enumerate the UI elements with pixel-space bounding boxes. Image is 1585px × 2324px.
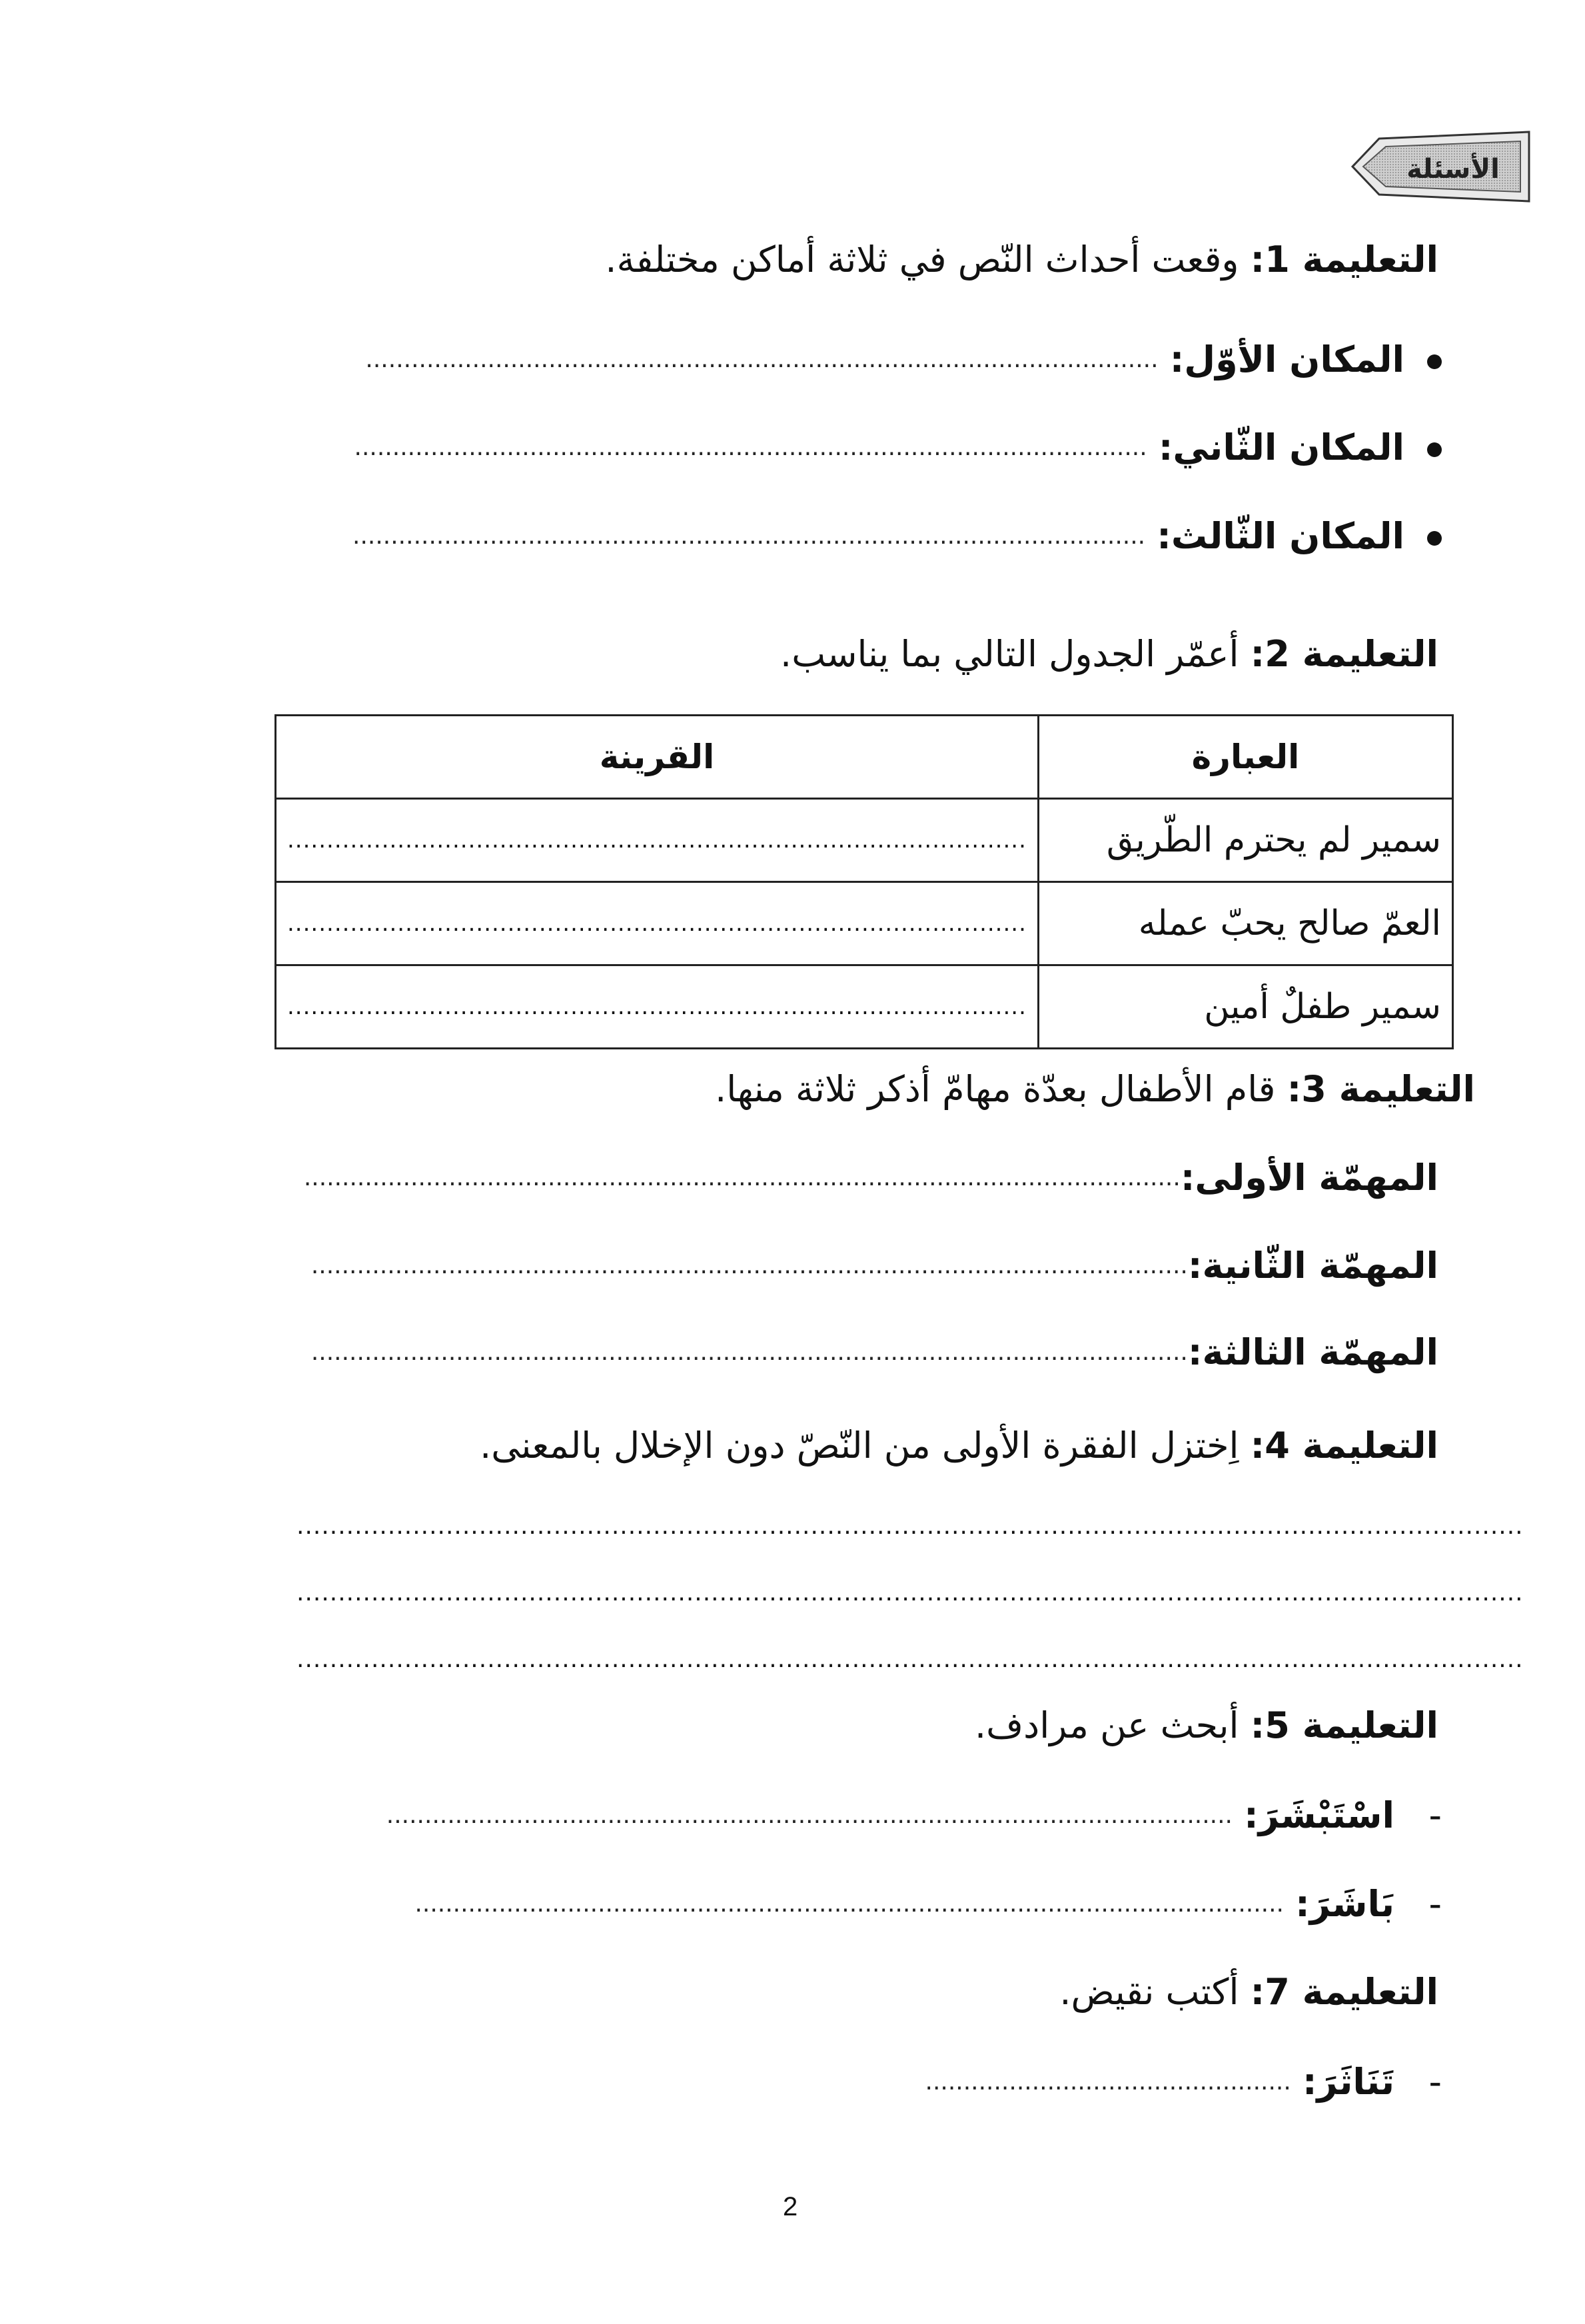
table-cell-evidence[interactable]: .............................................................................................. [276,882,1039,965]
q5-item-2-answer-line[interactable]: .................................................................................................................. [414,1890,1284,1918]
instruction-1-tag: التعليمة 1: [1250,239,1438,281]
instruction-4 [480,1419,1438,1472]
dash-marker: - [1394,1794,1442,1836]
instruction-7-text: أكتب نقيض. [1059,1971,1239,2013]
instruction-5 [975,1699,1438,1752]
table-cell-phrase: سمير طفلٌ أمين [1038,965,1452,1049]
q3-item-2 [311,1239,1438,1293]
q3-item-1-answer-line[interactable]: ................................................................................................................... [303,1164,1181,1191]
q4-answer-line-2[interactable]: .................................................................................................................................................... [296,1579,1524,1606]
q5-item-2 [414,1878,1442,1931]
q4-answer-line-1[interactable]: .................................................................................................................................................... [296,1512,1524,1540]
q1-item-3 [352,510,1442,563]
q5-item-2-label: بَاشَرَ: [1295,1883,1395,1925]
table-cell-evidence[interactable]: .............................................................................................. [276,799,1039,882]
q1-item-3-label: المكان الثّالث: [1157,515,1404,557]
table-header-row [276,716,1453,799]
q3-item-2-label: المهمّة الثّانية: [1187,1245,1438,1287]
q5-item-1 [386,1789,1442,1842]
table-row [276,799,1453,882]
q5-item-1-label: اسْتَبْشَرَ: [1244,1794,1395,1836]
q3-item-1 [304,1151,1438,1205]
page-number: 2 [783,2192,798,2221]
q7-item-1-label: تَنَاثَرَ: [1302,2061,1395,2103]
bullet-icon [1427,442,1442,457]
phrase-evidence-table [274,714,1454,1049]
table-row [276,965,1453,1049]
instruction-1-text: وقعت أحداث النّص في ثلاثة أماكن مختلفة. [605,239,1239,281]
bullet-icon [1427,354,1442,369]
badge-label: الأسئلة [1406,154,1500,185]
q1-item-2 [354,421,1442,474]
table-cell-phrase: سمير لم يحترم الطّريق [1038,799,1452,882]
table-cell-phrase: العمّ صالح يحبّ عمله [1038,882,1452,965]
table-row [276,882,1453,965]
q1-item-1 [365,333,1442,386]
q1-item-1-answer-line[interactable]: ........................................................................................................ [365,346,1159,373]
q3-item-1-label: المهمّة الأولى: [1180,1157,1438,1199]
instruction-7-tag: التعليمة 7: [1250,1971,1438,2013]
instruction-3-text: قام الأطفال بعدّة مهامّ أذكر ثلاثة منها. [715,1068,1276,1110]
q3-item-3-label: المهمّة الثالثة: [1187,1331,1438,1373]
instruction-1 [605,233,1438,287]
q4-answer-line-3[interactable]: .................................................................................................................................................... [296,1646,1524,1673]
table-header-evidence: القرينة [276,716,1039,799]
q3-item-3 [311,1326,1438,1379]
table-header-phrase: العبارة [1038,716,1452,799]
q1-item-1-label: المكان الأوّل: [1169,338,1404,380]
instruction-2 [780,628,1438,681]
q1-item-2-answer-line[interactable]: ........................................................................................................ [354,434,1147,461]
instruction-3 [715,1063,1475,1116]
q1-item-2-label: المكان الثّاني: [1158,426,1404,468]
instruction-3-tag: التعليمة 3: [1287,1068,1475,1110]
instruction-4-tag: التعليمة 4: [1250,1425,1438,1466]
questions-badge [1339,127,1532,207]
bullet-icon [1427,531,1442,546]
instruction-5-tag: التعليمة 5: [1250,1704,1438,1746]
q5-item-1-answer-line[interactable]: ............................................................................................................... [386,1802,1233,1829]
instruction-4-text: اِختزل الفقرة الأولى من النّصّ دون الإخلال بالمعنى. [480,1425,1239,1466]
instruction-7 [1059,1966,1438,2019]
instruction-2-tag: التعليمة 2: [1250,633,1438,675]
dash-marker: - [1394,2061,1442,2103]
instruction-2-text: أعمّر الجدول التالي بما يناسب. [780,633,1239,675]
q7-item-1 [925,2055,1442,2109]
instruction-5-text: أبحث عن مرادف. [975,1704,1239,1746]
q3-item-2-answer-line[interactable]: ................................................................................................................... [310,1252,1188,1279]
table-cell-evidence[interactable]: .............................................................................................. [276,965,1039,1049]
q3-item-3-answer-line[interactable]: ................................................................................................................... [310,1339,1188,1366]
dash-marker: - [1394,1883,1442,1925]
q1-item-3-answer-line[interactable]: ........................................................................................................ [352,522,1146,550]
q7-item-1-answer-line[interactable]: ................................................ [925,2068,1291,2095]
